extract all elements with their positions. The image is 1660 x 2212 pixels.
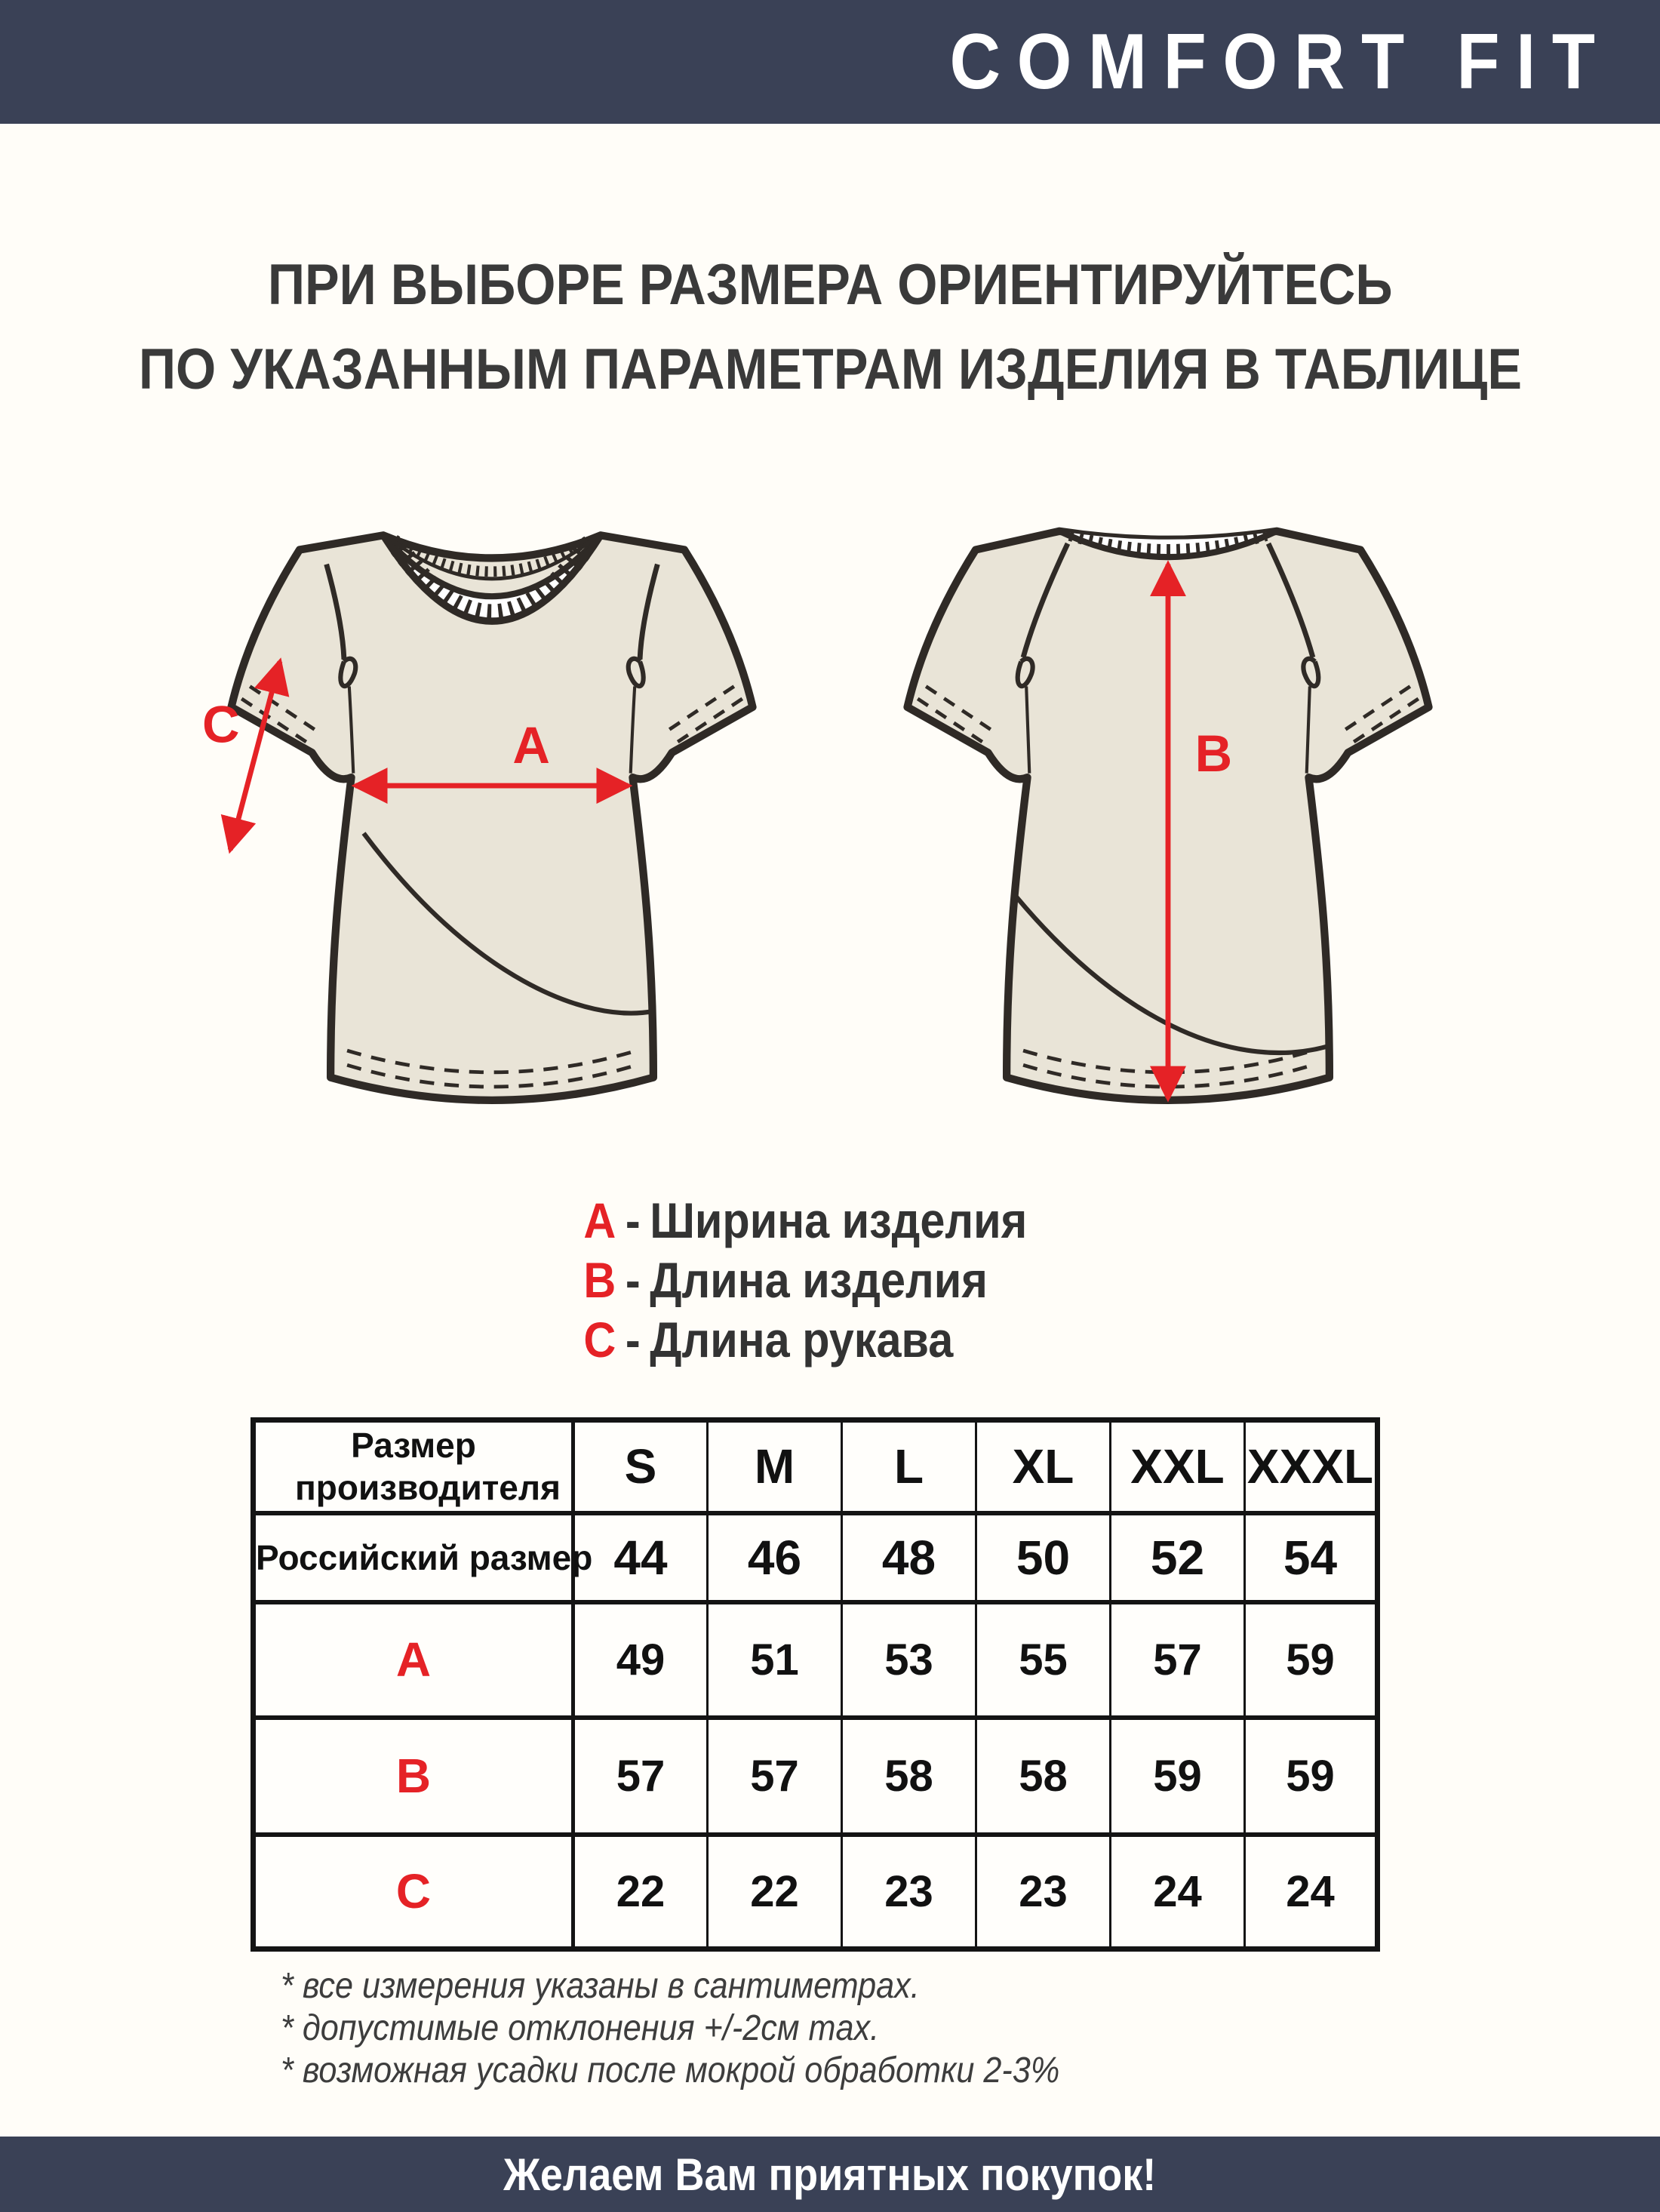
length-value-cell: 59	[1111, 1718, 1245, 1835]
table-row-russian-sizes	[254, 1513, 1378, 1602]
measure-label-b: B	[1194, 724, 1233, 783]
length-value-cell: 58	[976, 1718, 1111, 1835]
russian-size-cell: 48	[842, 1513, 976, 1602]
size-col-header: XXXL	[1245, 1420, 1378, 1513]
table-row-length	[254, 1718, 1378, 1835]
width-value-cell: 59	[1245, 1602, 1378, 1718]
length-value-cell: 57	[708, 1718, 842, 1835]
size-table	[251, 1417, 1380, 1952]
sleeve-value-cell: 24	[1111, 1835, 1245, 1949]
size-col-header: S	[573, 1420, 708, 1513]
legend-label-c: Длина рукава	[650, 1312, 954, 1368]
russian-size-header-cell: Российский размер	[254, 1513, 573, 1602]
footer-message: Желаем Вам приятных покупок!	[503, 2149, 1157, 2200]
legend-letter-b: B	[583, 1252, 616, 1308]
legend-label-a: Ширина изделия	[650, 1192, 1028, 1248]
measure-label-c: C	[202, 695, 240, 754]
length-value-cell: 59	[1245, 1718, 1378, 1835]
legend-label-b: Длина изделия	[650, 1252, 988, 1308]
russian-size-cell: 44	[573, 1513, 708, 1602]
length-value-cell: 57	[573, 1718, 708, 1835]
legend-letter-a: A	[583, 1192, 616, 1248]
sleeve-value-cell: 24	[1245, 1835, 1378, 1949]
width-value-cell: 53	[842, 1602, 976, 1718]
width-value-cell: 49	[573, 1602, 708, 1718]
producer-size-header-cell: Размер производителя	[254, 1420, 573, 1513]
row-label-b: B	[254, 1718, 573, 1835]
tshirt-back-diagram	[847, 465, 1489, 1148]
intro-line-2: ПО УКАЗАННЫМ ПАРАМЕТРАМ ИЗДЕЛИЯ В ТАБЛИЦЕ	[138, 337, 1522, 401]
length-value-cell: 58	[842, 1718, 976, 1835]
legend-separator: -	[625, 1252, 641, 1308]
header-bar	[0, 0, 1660, 124]
width-value-cell: 55	[976, 1602, 1111, 1718]
size-col-header: L	[842, 1420, 976, 1513]
russian-size-cell: 54	[1245, 1513, 1378, 1602]
table-row-sleeve	[254, 1835, 1378, 1949]
footnotes	[281, 1965, 1146, 2092]
intro-line-1: ПРИ ВЫБОРЕ РАЗМЕРА ОРИЕНТИРУЙТЕСЬ	[267, 253, 1393, 317]
size-col-header: XL	[976, 1420, 1111, 1513]
legend-item-b	[583, 1251, 1076, 1310]
table-row-width	[254, 1602, 1378, 1718]
sleeve-value-cell: 22	[573, 1835, 708, 1949]
width-value-cell: 51	[708, 1602, 842, 1718]
row-label-a: A	[254, 1602, 573, 1718]
page-title: COMFORT FIT	[949, 17, 1612, 106]
russian-size-cell: 52	[1111, 1513, 1245, 1602]
width-value-cell: 57	[1111, 1602, 1245, 1718]
russian-size-cell: 46	[708, 1513, 842, 1602]
sleeve-value-cell: 22	[708, 1835, 842, 1949]
sleeve-value-cell: 23	[842, 1835, 976, 1949]
intro-heading	[0, 243, 1660, 412]
tshirt-diagrams	[0, 465, 1660, 1148]
row-label-c: C	[254, 1835, 573, 1949]
measure-label-a: A	[512, 715, 550, 774]
legend-letter-c: C	[583, 1312, 616, 1368]
legend-item-c	[583, 1310, 1076, 1370]
tshirt-front-diagram	[171, 465, 813, 1148]
legend-item-a	[583, 1191, 1076, 1251]
table-row-sizes	[254, 1420, 1378, 1513]
legend-separator: -	[625, 1192, 641, 1248]
footer-bar	[0, 2137, 1660, 2212]
footnote: * все измерения указаны в сантиметрах.	[281, 1966, 920, 2006]
sleeve-value-cell: 23	[976, 1835, 1111, 1949]
russian-size-cell: 50	[976, 1513, 1111, 1602]
size-col-header: M	[708, 1420, 842, 1513]
size-col-header: XXL	[1111, 1420, 1245, 1513]
measurement-legend	[583, 1191, 1076, 1370]
footnote: * допустимые отклонения +/-2см max.	[281, 2008, 880, 2048]
legend-separator: -	[625, 1312, 641, 1368]
footnote: * возможная усадки после мокрой обработки 2-3%	[281, 2050, 1060, 2090]
